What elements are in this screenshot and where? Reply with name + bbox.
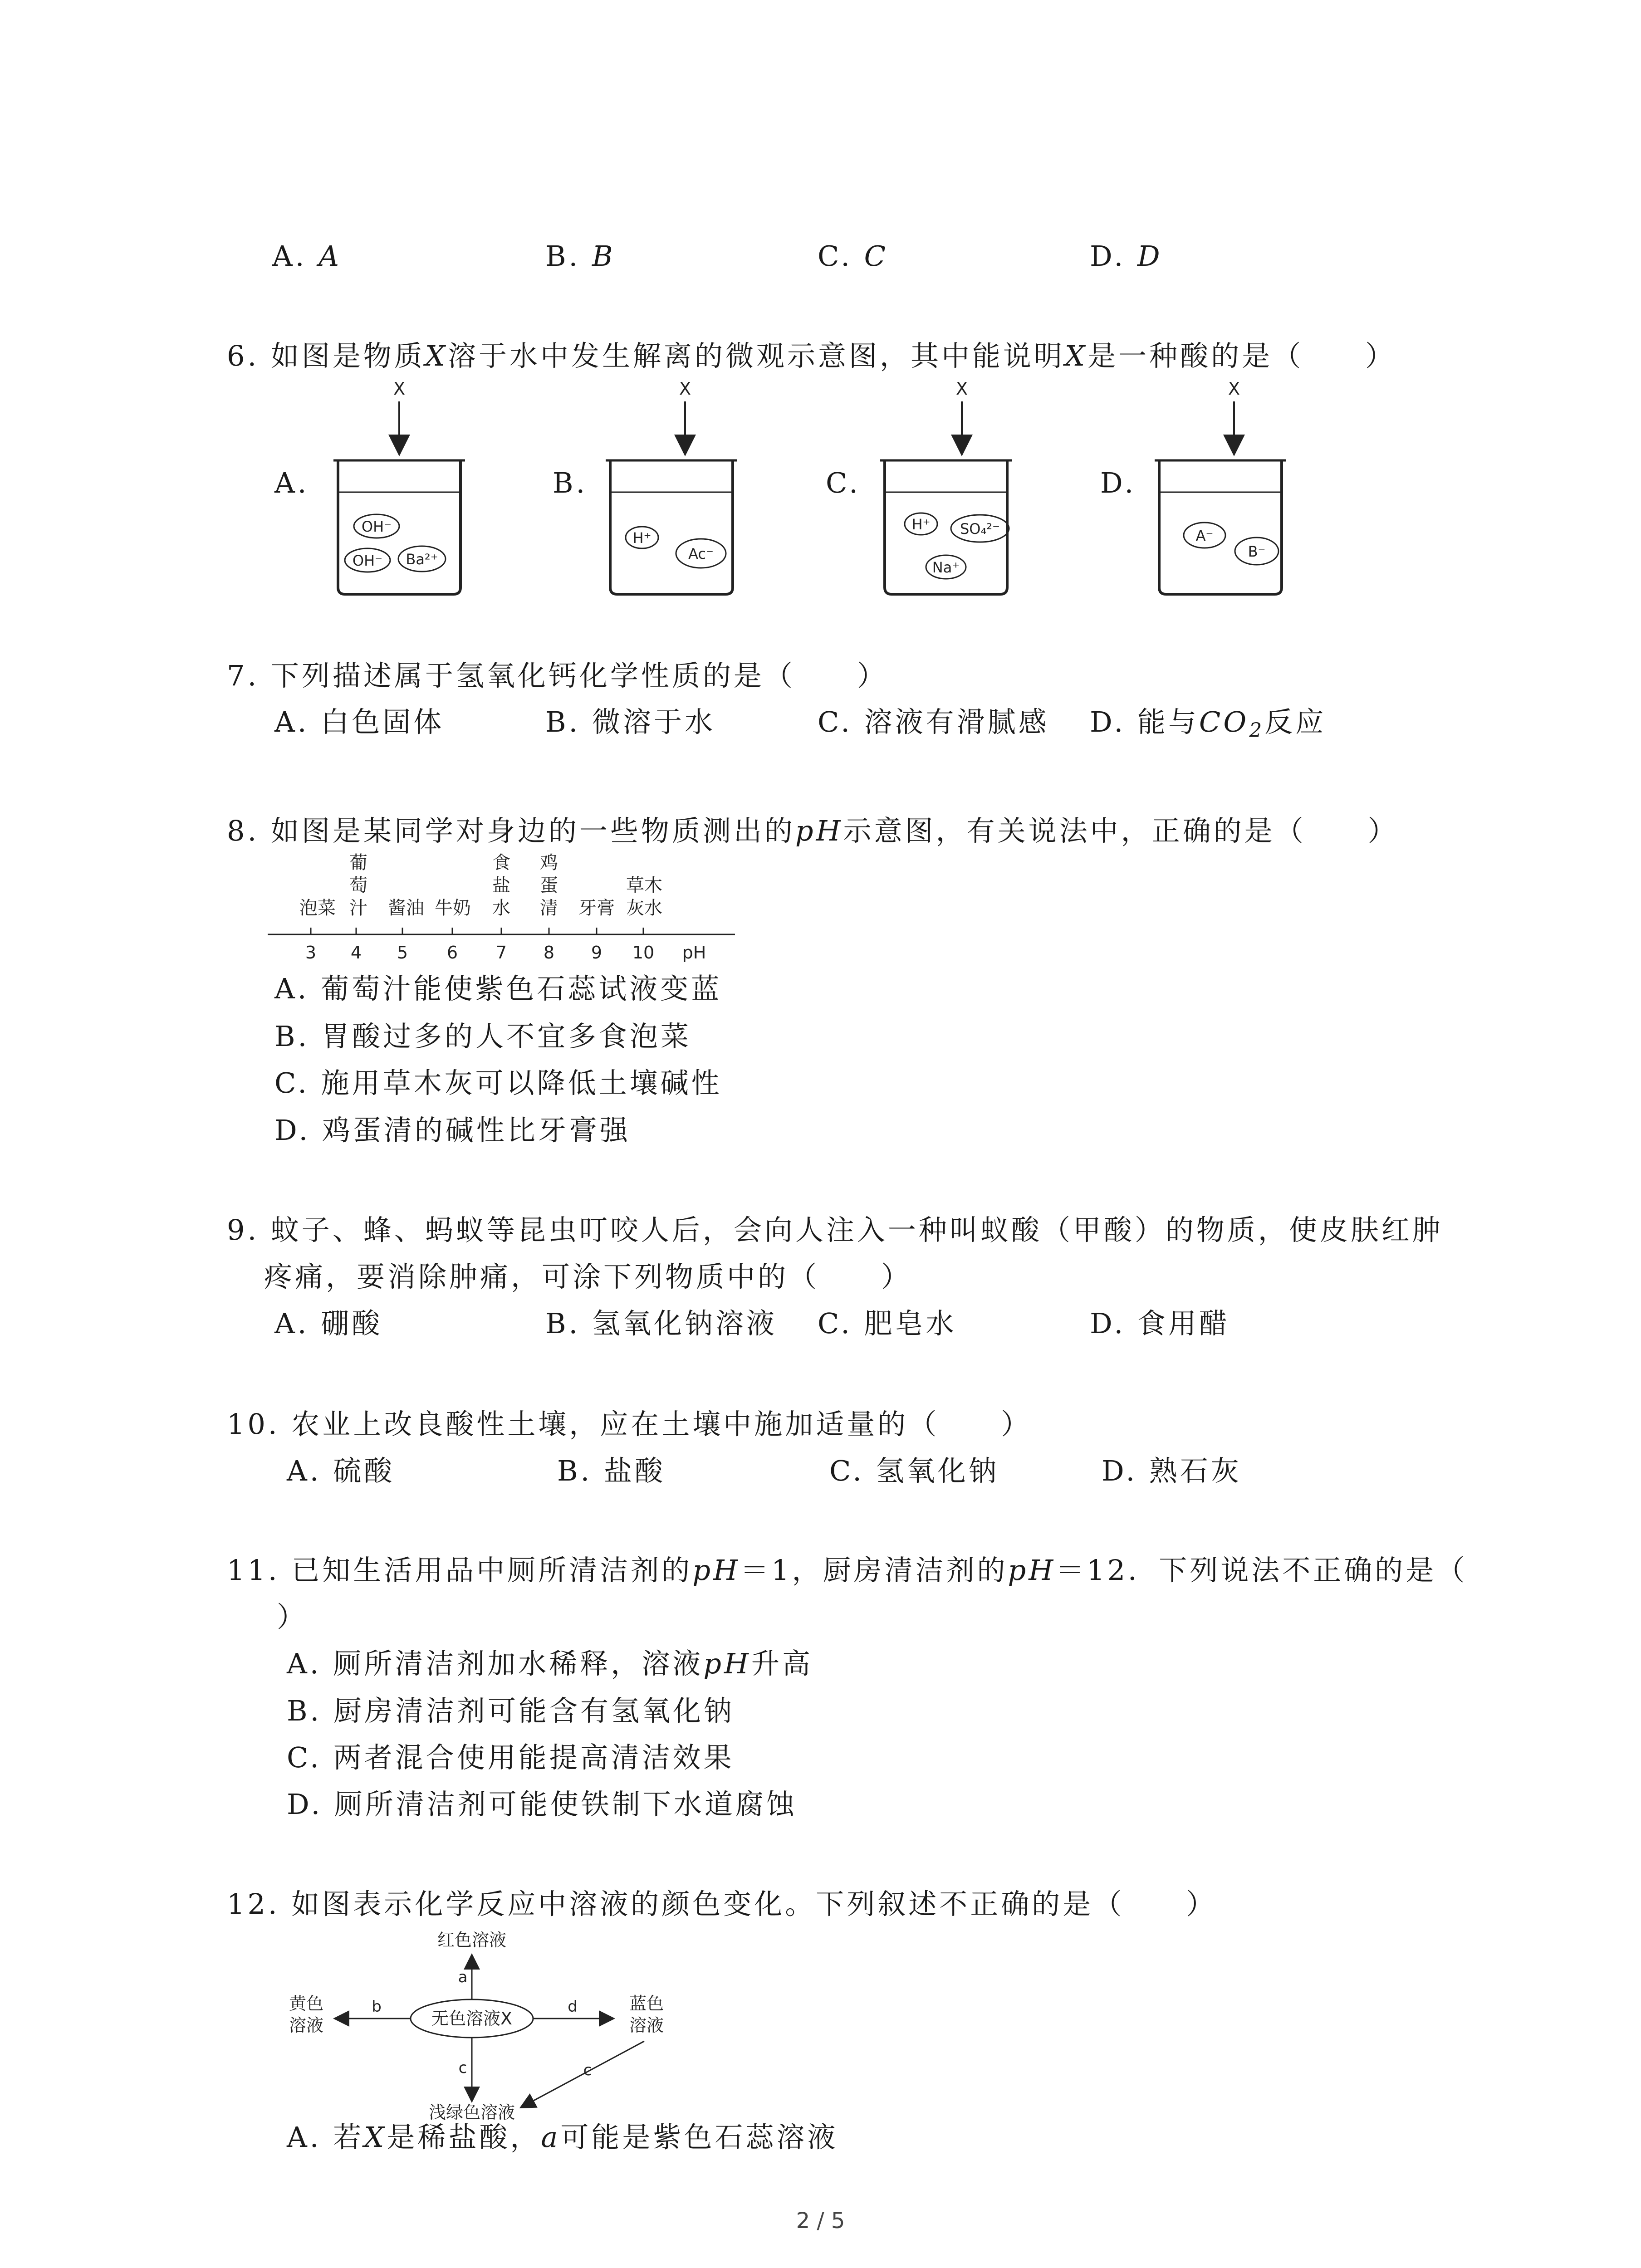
svg-text:食: 食 [492, 852, 510, 873]
q8-option-a: A. 葡萄汁能使紫色石蕊试液变蓝 [274, 972, 722, 1005]
substance-niunai: 牛奶 [435, 898, 471, 919]
svg-text:灰水: 灰水 [626, 898, 662, 919]
q9-option-b: B. 氢氧化钠溶液 [545, 1307, 777, 1340]
q8-ph-scale [263, 850, 762, 973]
q8-option-b: B. 胃酸过多的人不宜多食泡菜 [274, 1020, 691, 1053]
substance-jidanqing [540, 852, 558, 919]
q9-option-c: C. 肥皂水 [818, 1307, 957, 1340]
ion-oh-2: OH⁻ [352, 552, 383, 569]
axis-unit-ph: pH [682, 943, 706, 963]
q11-option-d: D. 厕所清洁剂可能使铁制下水道腐蚀 [287, 1788, 797, 1821]
svg-text:草木: 草木 [626, 875, 662, 896]
ion-b: B⁻ [1248, 543, 1266, 560]
q6-beaker-label-d: D. [1100, 466, 1136, 499]
tick-label-10: 10 [632, 943, 655, 963]
substance-caomuhuishui [626, 875, 662, 919]
svg-text:水: 水 [492, 898, 510, 919]
q9-stem-line2: 疼痛，要消除肿痛，可涂下列物质中的（ ） [264, 1260, 912, 1293]
q9-option-a: A. 硼酸 [274, 1307, 383, 1340]
ion-na: Na⁺ [932, 559, 960, 576]
ion-h: H⁺ [632, 529, 652, 547]
substance-jiangyou: 酱油 [388, 898, 424, 919]
node-colorless-x-label: 无色溶液X [431, 2009, 513, 2028]
q10-option-a: A. 硫酸 [287, 1454, 395, 1487]
q7-stem: 7. 下列描述属于氢氧化钙化学性质的是（ ） [227, 659, 888, 692]
q10-option-c: C. 氢氧化钠 [829, 1454, 999, 1487]
svg-text:盐: 盐 [492, 875, 510, 896]
ion-ac: Ac⁻ [688, 545, 714, 562]
ion-a: A⁻ [1195, 527, 1214, 544]
q11-stem-cont: ） [277, 1600, 308, 1633]
tick-label-7: 7 [495, 943, 507, 963]
beaker-c [880, 379, 1012, 594]
q5-option-d: D. D [1090, 240, 1163, 273]
node-light-green: 浅绿色溶液 [428, 2102, 515, 2122]
edge-c-1: c [458, 2059, 467, 2077]
node-blue-2: 溶液 [629, 2015, 664, 2035]
arrow-label-x: X [1228, 379, 1240, 399]
q7-option-c: C. 溶液有滑腻感 [818, 705, 1049, 738]
q9-option-d: D. 食用醋 [1090, 1307, 1230, 1340]
q7-option-a: A. 白色固体 [274, 705, 445, 738]
q11-stem: 11. 已知生活用品中厕所清洁剂的pH＝1，厨房清洁剂的pH＝12．下列说法不正确的是（ [227, 1554, 1468, 1587]
edge-c-2: c [583, 2061, 592, 2079]
substance-yagao: 牙膏 [578, 898, 615, 919]
page-number: 2 / 5 [796, 2208, 845, 2234]
ion-h: H⁺ [911, 516, 931, 533]
q12-stem: 12. 如图表示化学反应中溶液的颜色变化。下列叙述不正确的是（ ） [227, 1887, 1217, 1921]
svg-text:蛋: 蛋 [540, 875, 558, 896]
tick-label-5: 5 [397, 943, 408, 963]
edge-a: a [458, 1968, 468, 1986]
q5-option-c: C. C [818, 240, 889, 273]
substance-putaozhi [349, 852, 367, 919]
svg-text:鸡: 鸡 [540, 852, 558, 873]
beaker-d [1155, 379, 1286, 594]
q10-option-d: D. 熟石灰 [1102, 1454, 1242, 1487]
node-red-solution: 红色溶液 [437, 1930, 507, 1950]
q8-stem: 8. 如图是某同学对身边的一些物质测出的pH示意图，有关说法中，正确的是（ ） [227, 814, 1399, 847]
q6-beaker-label-b: B. [553, 466, 588, 499]
q7-option-d: D. 能与$CO_2$反应 [1090, 705, 1327, 742]
arrow-label-x: X [679, 379, 691, 399]
q6-beaker-label-a: A. [274, 466, 309, 499]
arrow-label-x: X [393, 379, 406, 399]
svg-text:清: 清 [540, 898, 558, 919]
q11-option-b: B. 厨房清洁剂可能含有氢氧化钠 [287, 1694, 735, 1727]
q7-option-b: B. 微溶于水 [545, 705, 715, 738]
node-blue-1: 蓝色 [629, 1994, 664, 2014]
svg-text:葡: 葡 [349, 852, 367, 873]
node-yellow-1: 黄色 [289, 1994, 324, 2014]
q6-beaker-label-c: C. [826, 466, 861, 499]
tick-label-3: 3 [305, 943, 317, 963]
ph-ticks [311, 928, 643, 934]
q12-option-a: A. 若X是稀盐酸，a可能是紫色石蕊溶液 [287, 2121, 838, 2154]
q6-stem: 6. 如图是物质X溶于水中发生解离的微观示意图，其中能说明X是一种酸的是（ ） [227, 339, 1396, 372]
edge-b: b [372, 1998, 382, 2016]
tick-label-4: 4 [350, 943, 362, 963]
q6-beaker-diagram [0, 372, 1641, 599]
substance-shiyanshui [492, 852, 510, 919]
tick-label-6: 6 [446, 943, 458, 963]
tick-label-8: 8 [543, 943, 555, 963]
ion-so4: SO₄²⁻ [960, 520, 1000, 538]
ion-ba: Ba²⁺ [406, 551, 438, 568]
q8-option-d: D. 鸡蛋清的碱性比牙膏强 [274, 1114, 631, 1147]
ion-oh-1: OH⁻ [361, 518, 392, 535]
q5-option-b: B. B [545, 240, 616, 273]
beaker-b [606, 379, 737, 594]
arrow-label-x: X [955, 379, 968, 399]
tick-label-9: 9 [591, 943, 603, 963]
q11-option-c: C. 两者混合使用能提高清洁效果 [287, 1741, 735, 1774]
q5-option-a: A. A [272, 240, 342, 273]
q9-stem-line1: 9. 蚊子、蜂、蚂蚁等昆虫叮咬人后，会向人注入一种叫蚁酸（甲酸）的物质，使皮肤红肿 [227, 1213, 1443, 1246]
beaker-a [333, 379, 465, 594]
edge-d: d [568, 1998, 578, 2016]
q8-option-c: C. 施用草木灰可以降低土壤碱性 [274, 1066, 722, 1100]
q10-option-b: B. 盐酸 [557, 1454, 666, 1487]
q12-reaction-diagram [268, 1928, 767, 2127]
node-yellow-2: 溶液 [289, 2015, 324, 2035]
substance-paocai: 泡菜 [299, 898, 336, 919]
q11-option-a: A. 厕所清洁剂加水稀释，溶液pH升高 [287, 1647, 813, 1680]
q10-stem: 10. 农业上改良酸性土壤，应在土壤中施加适量的（ ） [227, 1408, 1032, 1441]
svg-text:汁: 汁 [349, 898, 367, 919]
svg-text:萄: 萄 [349, 875, 367, 896]
